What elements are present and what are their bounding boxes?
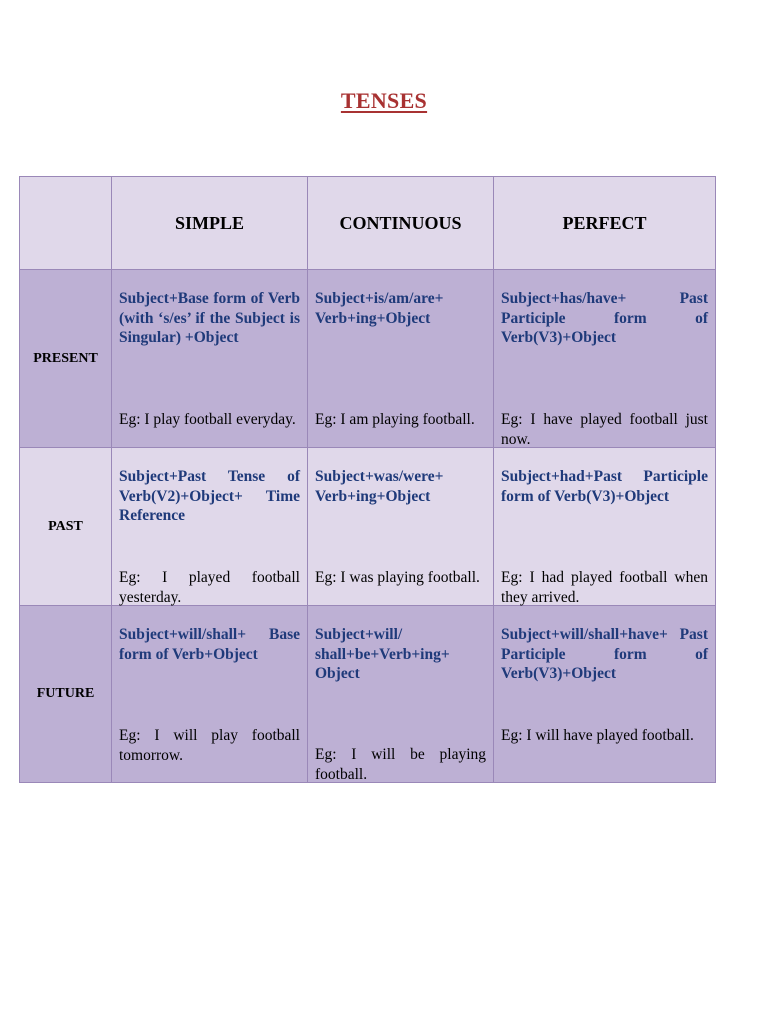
formula-future-continuous: Subject+will/ shall+be+Verb+ing+ Object: [315, 626, 450, 683]
cell-past-continuous: [308, 448, 494, 606]
formula-future-perfect: Subject+will/shall+have+ Past Participle form of Verb(V3)+Object: [501, 626, 708, 683]
cell-present-continuous: [308, 270, 494, 448]
example-future-simple: Eg: I will play football tomorrow.: [119, 727, 300, 764]
table-header-row: [20, 177, 716, 270]
table-row-future: [20, 606, 716, 783]
cell-present-simple: [112, 270, 308, 448]
formula-past-simple: Subject+Past Tense of Verb(V2)+Object+ Time Reference: [119, 468, 300, 525]
cell-present-perfect: [494, 270, 716, 448]
example-present-continuous: Eg: I am playing football.: [315, 411, 475, 428]
cell-future-continuous: [308, 606, 494, 783]
formula-present-continuous: Subject+is/am/are+ Verb+ing+Object: [315, 290, 444, 327]
formula-past-perfect: Subject+had+Past Participle form of Verb(V3)+Object: [501, 468, 708, 505]
row-label-present: PRESENT: [20, 270, 112, 448]
formula-future-simple: Subject+will/shall+ Base form of Verb+Object: [119, 626, 300, 663]
example-past-simple: Eg: I played football yesterday.: [119, 569, 300, 606]
formula-present-perfect: Subject+has/have+ Past Participle form of Verb(V3)+Object: [501, 290, 708, 347]
header-perfect: PERFECT: [494, 177, 716, 270]
example-past-continuous: Eg: I was playing football.: [315, 569, 480, 586]
example-past-perfect: Eg: I had played football when they arrived.: [501, 569, 708, 606]
cell-future-perfect: [494, 606, 716, 783]
header-corner: [20, 177, 112, 270]
formula-past-continuous: Subject+was/were+ Verb+ing+Object: [315, 468, 444, 505]
header-simple: SIMPLE: [112, 177, 308, 270]
example-present-simple: Eg: I play football everyday.: [119, 411, 296, 428]
cell-future-simple: [112, 606, 308, 783]
tenses-table: [19, 176, 716, 783]
table-row-present: [20, 270, 716, 448]
formula-present-simple: Subject+Base form of Verb (with ‘s/es’ if the Subject is Singular) +Object: [119, 290, 300, 347]
table-row-past: [20, 448, 716, 606]
cell-past-perfect: [494, 448, 716, 606]
example-future-continuous: Eg: I will be playing football.: [315, 746, 486, 783]
example-present-perfect: Eg: I have played football just now.: [501, 411, 708, 448]
header-continuous: CONTINUOUS: [308, 177, 494, 270]
cell-past-simple: [112, 448, 308, 606]
row-label-future: FUTURE: [20, 606, 112, 783]
page-title: TENSES: [340, 88, 428, 113]
row-label-past: PAST: [20, 448, 112, 606]
example-future-perfect: Eg: I will have played football.: [501, 727, 694, 744]
